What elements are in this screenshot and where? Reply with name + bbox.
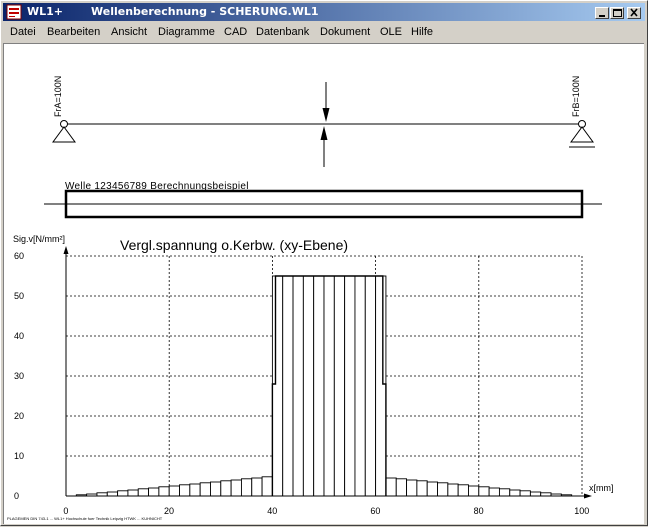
chart-bar (386, 478, 396, 496)
chart-bar (314, 276, 324, 496)
chart-bar (107, 492, 117, 496)
menu-hilfe[interactable]: Hilfe (411, 26, 434, 38)
y-tick-label: 0 (14, 491, 20, 501)
chart-bar (128, 490, 138, 496)
menu-datei[interactable]: Datei (10, 26, 36, 38)
close-icon (628, 8, 640, 18)
menu-cad[interactable]: CAD (224, 26, 248, 38)
left-bearing-label: FrA=100N (53, 75, 63, 117)
chart-bar (210, 482, 220, 496)
chart-bar (169, 486, 179, 496)
y-tick-label: 50 (14, 291, 25, 301)
chart-title: Vergl.spannung o.Kerbw. (xy-Ebene) (120, 237, 349, 253)
x-tick-label: 60 (370, 506, 381, 516)
chart-bar (530, 492, 540, 496)
chart-bar (448, 484, 458, 496)
y-axis-arrow-icon (64, 246, 69, 254)
menu-dokument[interactable]: Dokument (320, 26, 371, 38)
app-icon[interactable] (6, 4, 22, 20)
chart-bar (190, 484, 200, 496)
drawing-canvas (4, 44, 643, 523)
chart-bar (200, 483, 210, 496)
chart-bar (345, 276, 355, 496)
title-bar[interactable] (3, 3, 645, 21)
footer-small-print: PLAGEMEN DIN 743-1 ... WL1+ Hochschule fuer Technik Leipzig HTWK ... KUHNICHT (7, 516, 163, 521)
y-axis-label: Sig.v[N/mm²] (13, 234, 66, 244)
x-tick-label: 80 (473, 506, 484, 516)
chart-bar (180, 485, 190, 496)
menu-bar (3, 23, 645, 41)
chart-bar (324, 276, 334, 496)
chart-bar (510, 490, 520, 496)
chart-bar (407, 480, 417, 496)
y-tick-label: 20 (14, 411, 25, 421)
chart-bars (76, 276, 571, 496)
chart-bar (489, 488, 499, 496)
document-title: Wellenberechnung - SCHERUNG.WL1 (91, 5, 319, 18)
stress-chart (13, 234, 614, 516)
maximize-icon (611, 8, 623, 18)
force-arrow-down-icon (323, 82, 330, 122)
menu-datenbank[interactable]: Datenbank (256, 26, 310, 38)
chart-bar (365, 276, 375, 496)
y-tick-label: 40 (14, 331, 25, 341)
chart-bar (499, 489, 509, 496)
chart-bar (479, 487, 489, 496)
chart-bar (355, 276, 365, 496)
y-tick-label: 30 (14, 371, 25, 381)
shaft-caption: Welle 123456789 Berechnungsbeispiel (65, 181, 249, 192)
chart-bar (283, 276, 293, 496)
force-arrow-up-icon (321, 126, 328, 167)
close-button[interactable] (627, 7, 641, 19)
chart-bar (159, 487, 169, 496)
chart-bar (376, 276, 386, 496)
chart-bar (417, 481, 427, 496)
chart-bar (438, 483, 448, 496)
menu-bearbeiten[interactable]: Bearbeiten (47, 26, 101, 38)
y-tick-label: 10 (14, 451, 25, 461)
chart-bar (252, 478, 262, 496)
x-tick-label: 0 (63, 506, 69, 516)
chart-bar (241, 479, 251, 496)
chart-bar (231, 480, 241, 496)
drawing-area[interactable] (3, 43, 644, 524)
app-title: WL1+ (27, 5, 64, 18)
chart-bar (334, 276, 344, 496)
chart-bar (138, 489, 148, 496)
chart-bar (468, 486, 478, 496)
chart-bar (427, 482, 437, 496)
x-axis-label: x[mm] (589, 483, 614, 493)
chart-bar (303, 276, 313, 496)
menu-diagramme[interactable]: Diagramme (158, 26, 215, 38)
y-tick-label: 60 (14, 251, 25, 261)
chart-bar (118, 491, 128, 496)
chart-bar (396, 479, 406, 496)
chart-bar (458, 485, 468, 496)
maximize-button[interactable] (610, 7, 624, 19)
chart-bar (272, 276, 282, 496)
right-bearing-label: FrB=100N (571, 75, 581, 117)
chart-bar (293, 276, 303, 496)
minimize-button[interactable] (595, 7, 609, 19)
menu-ansicht[interactable]: Ansicht (111, 26, 148, 38)
minimize-icon (596, 8, 608, 18)
chart-bar (149, 488, 159, 496)
chart-bar (262, 477, 272, 496)
chart-bar (520, 491, 530, 496)
x-tick-label: 20 (164, 506, 175, 516)
load-scheme (44, 76, 602, 217)
x-tick-label: 100 (574, 506, 590, 516)
x-tick-label: 40 (267, 506, 278, 516)
menu-ole[interactable]: OLE (380, 26, 403, 38)
x-axis-arrow-icon (584, 494, 592, 499)
chart-bar (221, 481, 231, 496)
